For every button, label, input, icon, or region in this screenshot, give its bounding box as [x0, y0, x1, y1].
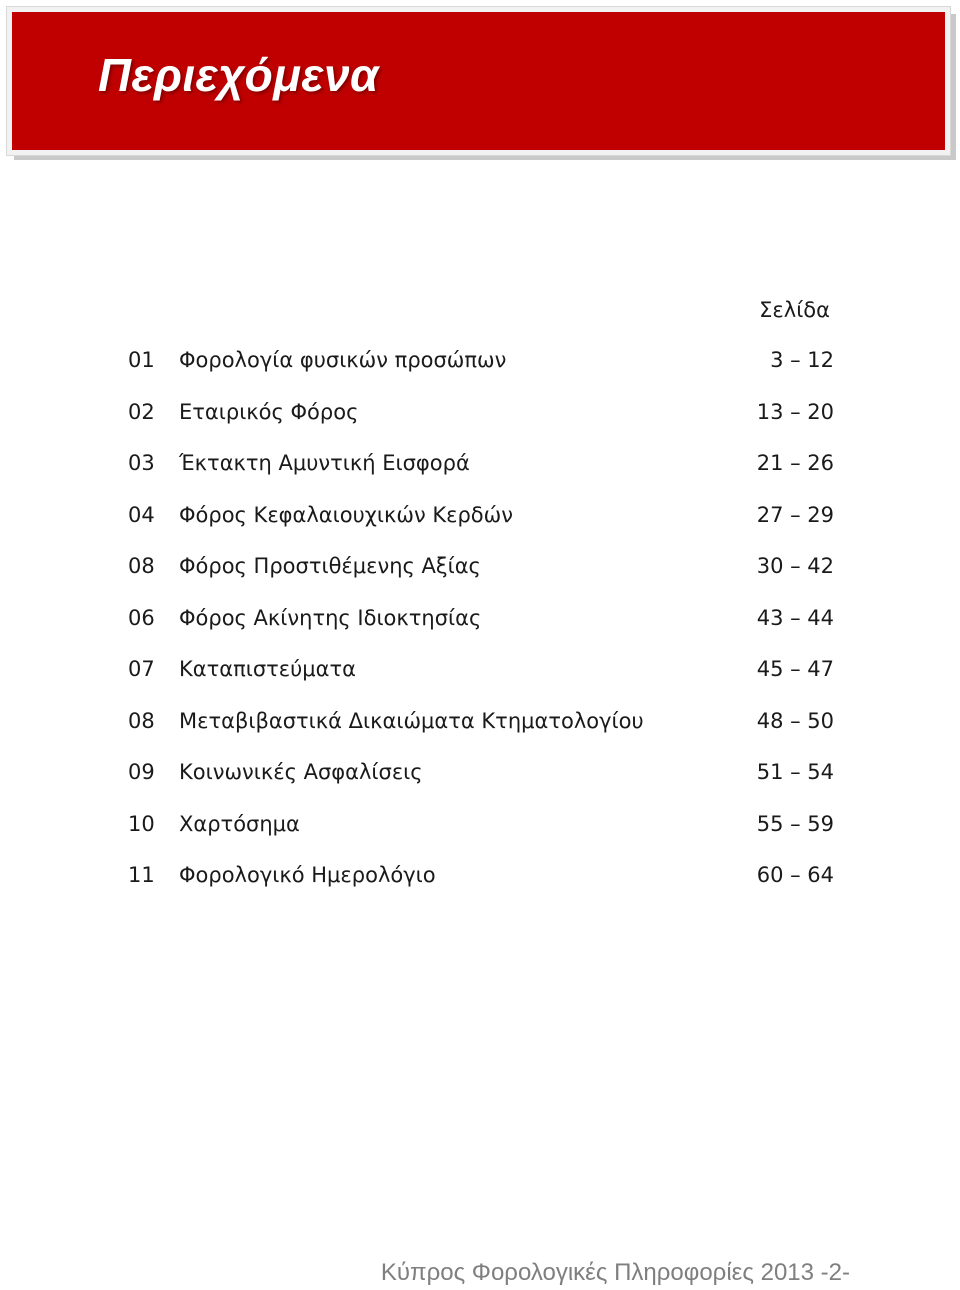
toc-number: 08	[128, 708, 155, 733]
toc-pages: 43 – 44	[756, 605, 834, 630]
toc-row[interactable]	[0, 708, 960, 760]
toc-pages: 48 – 50	[756, 708, 834, 733]
toc-title: Φορολογία φυσικών προσώπων	[179, 348, 507, 372]
toc-pages: 3 – 12	[770, 348, 834, 372]
toc-number: 02	[128, 399, 155, 424]
toc-row[interactable]	[0, 759, 960, 811]
toc-pages: 51 – 54	[756, 760, 834, 784]
toc-row[interactable]	[0, 605, 960, 657]
toc-title: Έκτακτη Αμυντική Εισφορά	[179, 451, 470, 475]
toc-title: Εταιρικός Φόρος	[179, 399, 359, 424]
toc-number: 06	[128, 605, 155, 630]
toc-row[interactable]	[0, 502, 960, 554]
toc-number: 04	[128, 502, 155, 527]
toc-number: 08	[128, 554, 155, 578]
toc-number: 11	[128, 863, 155, 887]
page-title: Περιεχόμενα	[98, 49, 380, 101]
toc-pages: 60 – 64	[756, 863, 834, 887]
toc-pages: 30 – 42	[756, 554, 834, 578]
toc-title: Φορολογικό Ημερολόγιο	[179, 863, 436, 887]
toc-row[interactable]	[0, 450, 960, 502]
toc-pages: 45 – 47	[756, 657, 834, 681]
toc-number: 09	[128, 760, 155, 784]
page-column-header: Σελίδα	[759, 298, 830, 322]
toc-row[interactable]	[0, 399, 960, 451]
toc-number: 10	[128, 811, 155, 836]
toc-pages: 13 – 20	[756, 399, 834, 424]
toc-row[interactable]	[0, 656, 960, 708]
toc-pages: 21 – 26	[756, 451, 834, 475]
toc-row[interactable]	[0, 553, 960, 605]
toc-pages: 55 – 59	[756, 811, 834, 836]
page-footer: Κύπρος Φορολογικές Πληροφορίες 2013 -2-	[380, 1259, 850, 1286]
toc-title: Καταπιστεύματα	[179, 657, 356, 681]
toc-number: 07	[128, 657, 155, 681]
toc-row[interactable]	[0, 862, 960, 914]
table-of-contents	[0, 347, 960, 914]
toc-pages: 27 – 29	[756, 502, 834, 527]
toc-row[interactable]	[0, 811, 960, 863]
toc-title: Χαρτόσημα	[179, 811, 300, 836]
toc-title: Φόρος Ακίνητης Ιδιοκτησίας	[179, 605, 482, 630]
toc-number: 01	[128, 348, 155, 372]
toc-title: Φόρος Κεφαλαιουχικών Κερδών	[179, 502, 513, 527]
toc-title: Φόρος Προστιθέμενης Αξίας	[179, 554, 481, 578]
toc-title: Μεταβιβαστικά Δικαιώματα Κτηματολογίου	[179, 708, 644, 733]
toc-row[interactable]	[0, 347, 960, 399]
toc-number: 03	[128, 451, 155, 475]
toc-title: Κοινωνικές Ασφαλίσεις	[179, 760, 423, 784]
